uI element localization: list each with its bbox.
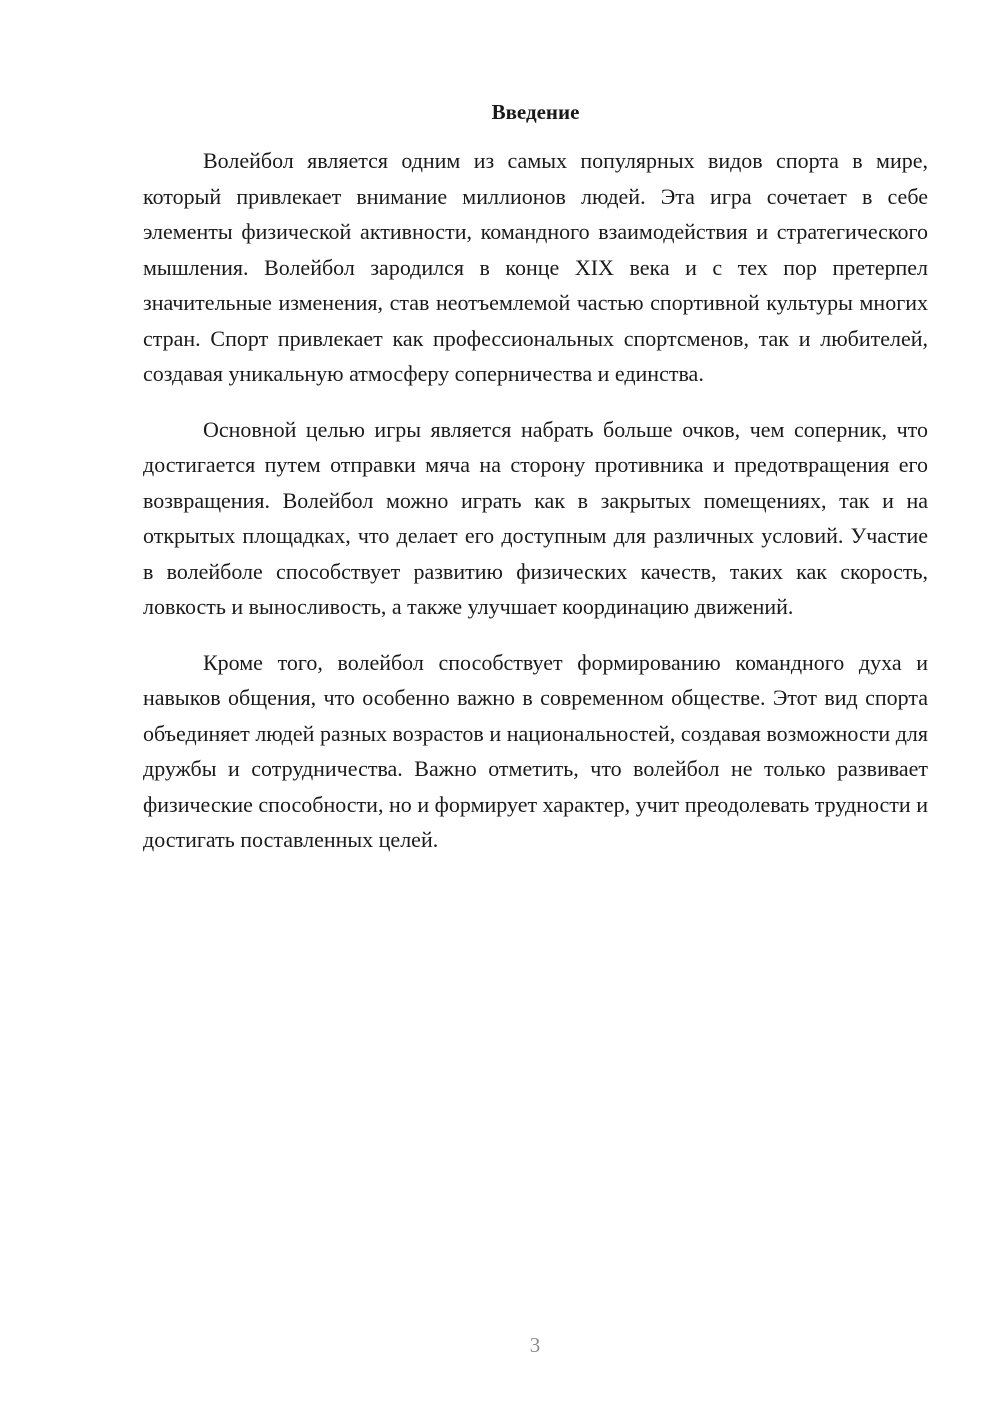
- body-text: [143, 143, 928, 878]
- paragraph-3: Кроме того, волейбол способствует формированию командного духа и навыков общения, что особенно важно в современном обществе. Этот вид спорта объединяет людей разных возрастов и национальностей, создавая возможности для дружбы и сотрудничества. Важно отметить, что волейбол не только развивает физические способности, но и формирует характер, учит преодолевать трудности и достигать поставленных целей.: [143, 649, 928, 852]
- section-heading: Введение: [491, 100, 580, 124]
- paragraph-2: Основной целью игры является набрать больше очков, чем соперник, что достигается путем отправки мяча на сторону противника и предотвращения его возвращения. Волейбол можно играть как в закрытых помещениях, так и на открытых площадках, что делает его доступным для различных условий. Участие в волейболе способствует развитию физических качеств, таких как скорость, ловкость и выносливость, а также улучшает координацию движений.: [143, 416, 928, 619]
- paragraph-1: Волейбол является одним из самых популярных видов спорта в мире, который привлекает внимание миллионов людей. Эта игра сочетает в себе элементы физической активности, командного взаимодействия и стратегического мышления. Волейбол зародился в конце XIX века и с тех пор претерпел значительные изменения, став неотъемлемой частью спортивной культуры многих стран. Спорт привлекает как профессиональных спортсменов, так и любителей, создавая уникальную атмосферу соперничества и единства.: [143, 148, 928, 386]
- page-number: 3: [529, 1333, 541, 1357]
